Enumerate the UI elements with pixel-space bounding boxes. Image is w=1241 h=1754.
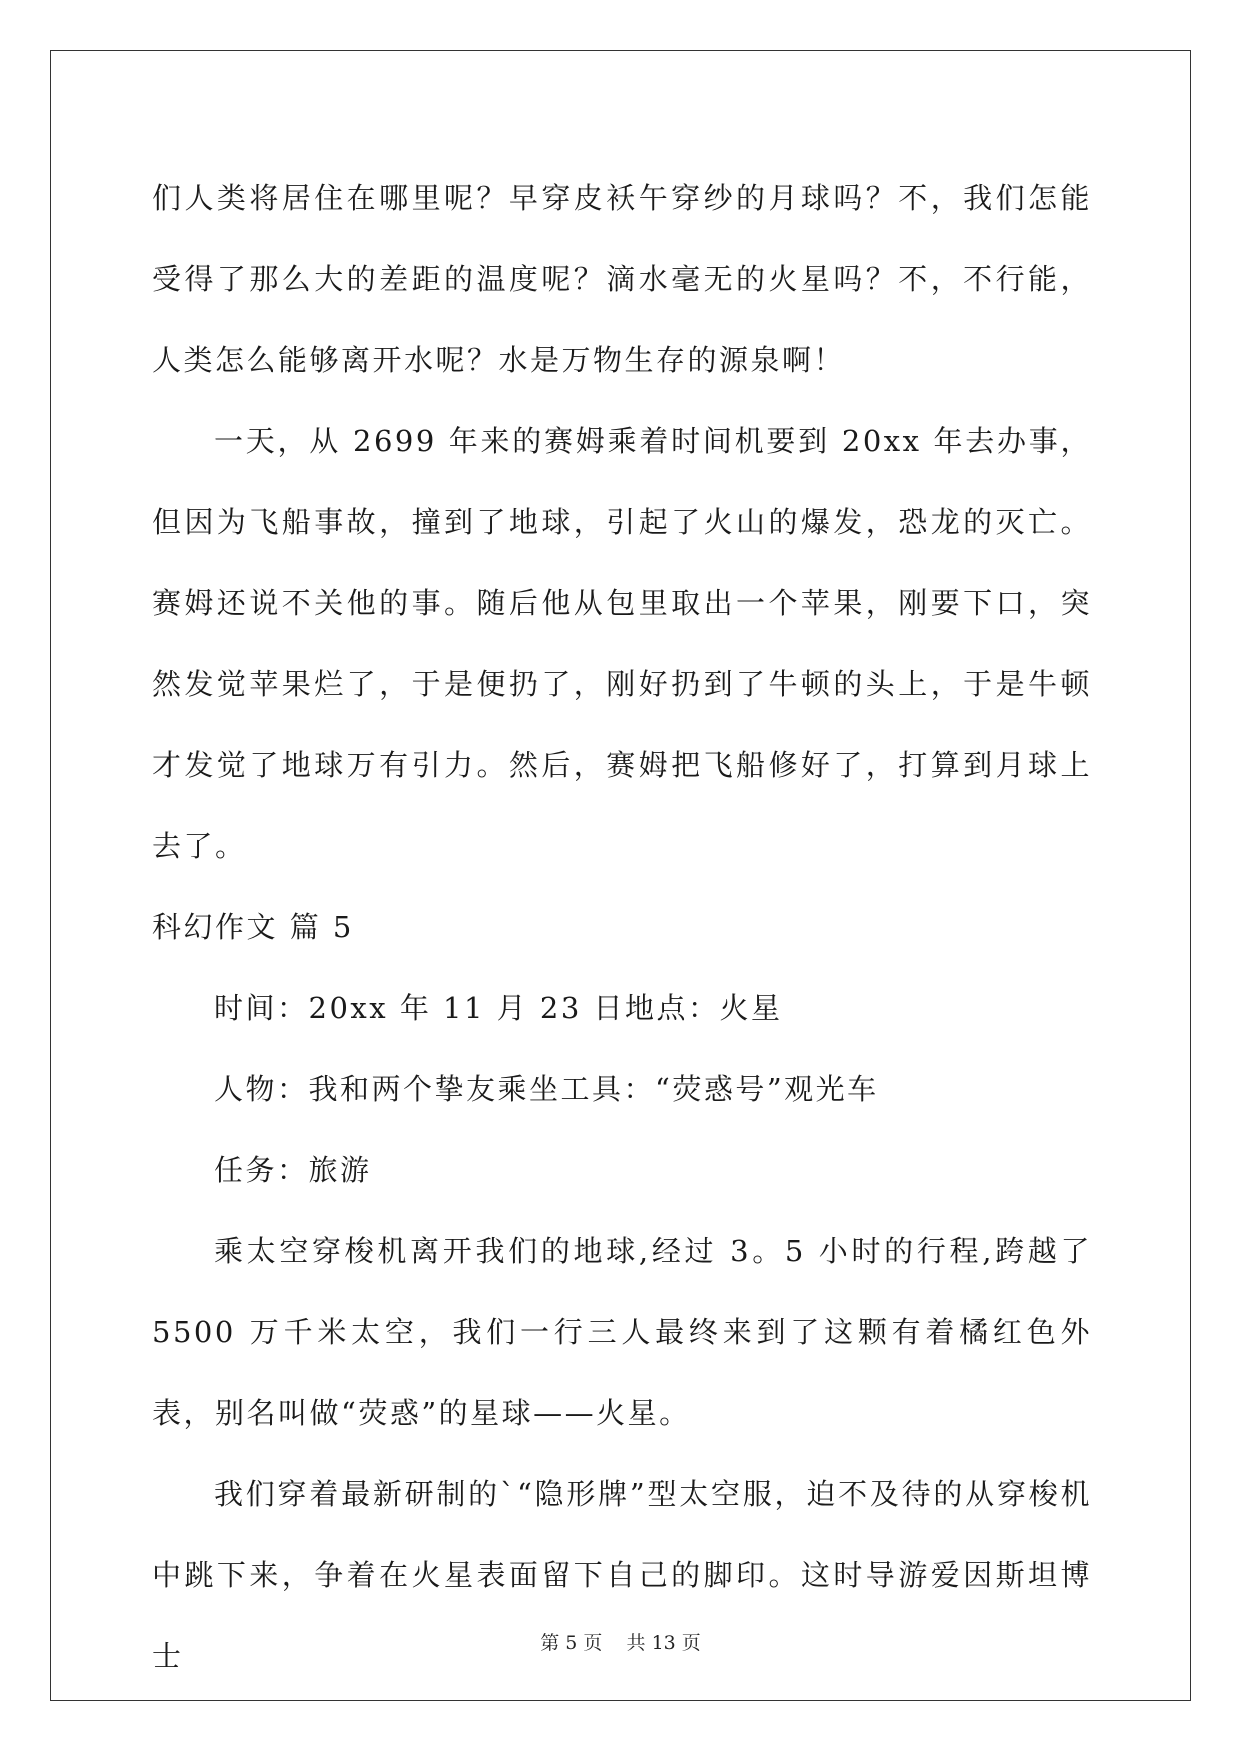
paragraph-characters: 人物：我和两个挚友乘坐工具：“荧惑号”观光车 bbox=[214, 1072, 879, 1106]
document-body bbox=[152, 158, 1092, 1697]
paragraph-2: 一天，从 2699 年来的赛姆乘着时间机要到 20xx 年去办事，但因为飞船事故，撞到了地球，引起了火山的爆发，恐龙的灭亡。赛姆还说不关他的事。随后他从包里取出一个苹果，刚要下口，突然发觉苹果烂了，于是便扔了，刚好扔到了牛顿的头上，于是牛顿才发觉了地球万有引力。然后，赛姆把飞船修好了，打算到月球上去了。 bbox=[152, 424, 1092, 863]
section-heading: 科幻作文 篇 5 bbox=[152, 910, 354, 944]
paragraph-time-place: 时间：20xx 年 11 月 23 日地点：火星 bbox=[214, 991, 783, 1025]
paragraph-1: 们人类将居住在哪里呢？早穿皮袄午穿纱的月球吗？不，我们怎能受得了那么大的差距的温度呢？滴水毫无的火星吗？不，不行能，人类怎么能够离开水呢？水是万物生存的源泉啊！ bbox=[152, 181, 1092, 377]
paragraph-task: 任务：旅游 bbox=[214, 1153, 372, 1187]
paragraph-4: 我们穿着最新研制的`“隐形牌”型太空服，迫不及待的从穿梭机中跳下来，争着在火星表面留下自己的脚印。这时导游爱因斯坦博士 bbox=[152, 1477, 1092, 1673]
paragraph-3: 乘太空穿梭机离开我们的地球,经过 3。5 小时的行程,跨越了 5500 万千米太空，我们一行三人最终来到了这颗有着橘红色外表，别名叫做“荧惑”的星球——火星。 bbox=[152, 1234, 1092, 1430]
page-number-footer: 第 5 页 共 13 页 bbox=[540, 1632, 701, 1654]
